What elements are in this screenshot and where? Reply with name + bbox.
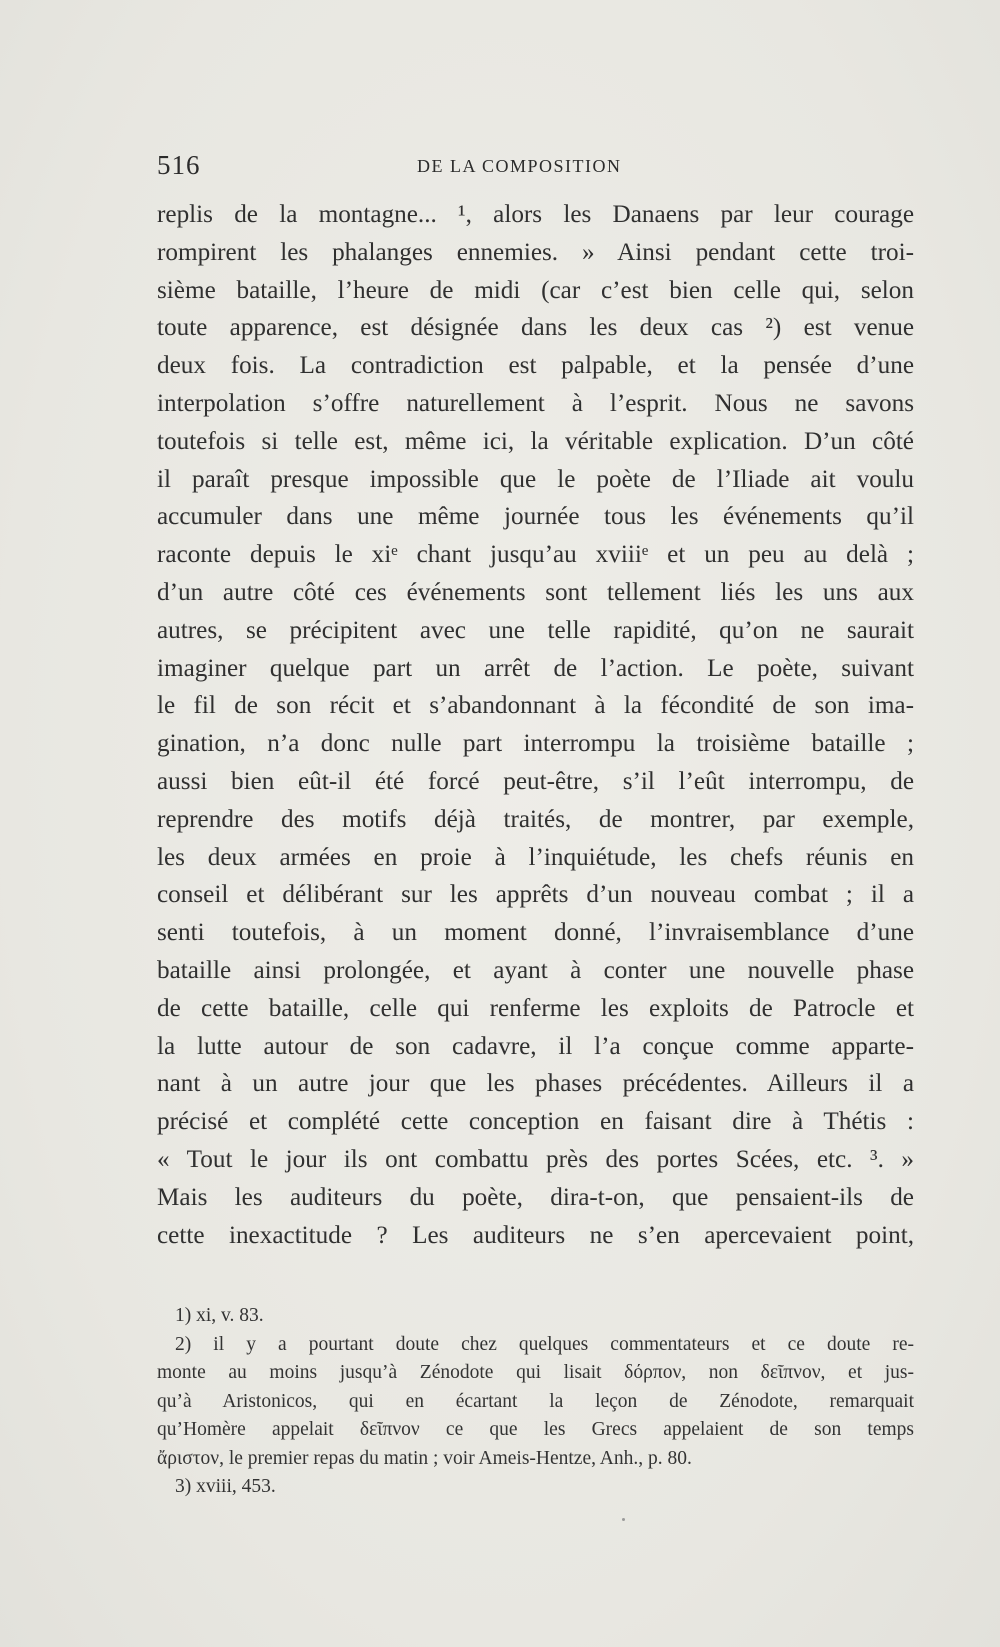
- footnotes: [157, 1302, 914, 1502]
- text-line: accumuler dans une même journée tous les événements qu’il: [157, 503, 914, 531]
- text-line: les deux armées en proie à l’inquiétude, les chefs réunis en: [157, 843, 914, 871]
- footnote-line: 1) xi, v. 83.: [175, 1305, 264, 1326]
- text-line: d’un autre côté ces événements sont tellement liés les uns aux: [157, 578, 914, 606]
- text-line: la lutte autour de son cadavre, il l’a conçue comme apparte-: [157, 1032, 914, 1060]
- footnote-line: qu’Homère appelait δεῖπνον ce que les Grecs appelaient de son temps: [157, 1419, 914, 1440]
- text-line: reprendre des motifs déjà traités, de montrer, par exemple,: [157, 805, 914, 833]
- text-line: replis de la montagne... ¹, alors les Danaens par leur courage: [157, 201, 914, 228]
- text-line: toutefois si telle est, même ici, la véritable explication. D’un côté: [157, 427, 914, 455]
- text-line: aussi bien eût-il été forcé peut-être, s’il l’eût interrompu, de: [157, 767, 914, 795]
- text-line: interpolation s’offre naturellement à l’esprit. Nous ne savons: [157, 389, 914, 417]
- text-line: nant à un autre jour que les phases précédentes. Ailleurs il a: [157, 1070, 914, 1098]
- text-line: Mais les auditeurs du poète, dira-t-on, que pensaient-ils de: [157, 1183, 914, 1211]
- page-number: 516: [157, 150, 201, 180]
- text-line: il paraît presque impossible que le poète de l’Iliade ait voulu: [157, 465, 914, 493]
- text-line: gination, n’a donc nulle part interrompu la troisième bataille ;: [157, 730, 914, 758]
- text-line: toute apparence, est désignée dans les deux cas ²) est venue: [157, 314, 914, 342]
- text-line: de cette bataille, celle qui renferme les exploits de Patrocle et: [157, 994, 914, 1022]
- footnote-line: 3) xviii, 453.: [175, 1476, 276, 1497]
- text-line: précisé et complété cette conception en faisant dire à Thétis :: [157, 1108, 914, 1136]
- text-line: « Tout le jour ils ont combattu près des portes Scées, etc. ³. »: [157, 1145, 914, 1173]
- text-line: raconte depuis le xiᵉ chant jusqu’au xviiiᵉ et un peu au delà ;: [157, 541, 914, 569]
- text-line: imaginer quelque part un arrêt de l’action. Le poète, suivant: [157, 654, 914, 682]
- text-line: sième bataille, l’heure de midi (car c’est bien celle qui, selon: [157, 276, 914, 304]
- footnote-line: qu’à Aristonicos, qui en écartant la leçon de Zénodote, remarquait: [157, 1390, 914, 1412]
- page-header: [157, 150, 907, 186]
- text-line: senti toutefois, à un moment donné, l’invraisemblance d’une: [157, 919, 914, 947]
- page-speck: [622, 1518, 625, 1521]
- text-line: cette inexactitude ? Les auditeurs ne s’en apercevaient point,: [157, 1221, 914, 1249]
- text-line: rompirent les phalanges ennemies. » Ainsi pendant cette troi-: [157, 238, 914, 266]
- text-line: le fil de son récit et s’abandonnant à la fécondité de son ima-: [157, 692, 914, 720]
- text-line: autres, se précipitent avec une telle rapidité, qu’on ne saurait: [157, 616, 914, 644]
- text-line: conseil et délibérant sur les apprêts d’un nouveau combat ; il a: [157, 881, 914, 909]
- body-text: [157, 196, 914, 1254]
- text-line: bataille ainsi prolongée, et ayant à conter une nouvelle phase: [157, 956, 914, 984]
- footnote-line: ἄριστον, le premier repas du matin ; voir Ameis-Hentze, Anh., p. 80.: [157, 1447, 692, 1469]
- footnote-line: 2) il y a pourtant doute chez quelques commentateurs et ce doute re-: [175, 1333, 914, 1355]
- footnote-line: monte au moins jusqu’à Zénodote qui lisait δόρπον, non δεῖπνον, et jus-: [157, 1362, 914, 1383]
- text-line: deux fois. La contradiction est palpable, et la pensée d’une: [157, 352, 914, 380]
- running-head: DE LA COMPOSITION: [417, 156, 622, 176]
